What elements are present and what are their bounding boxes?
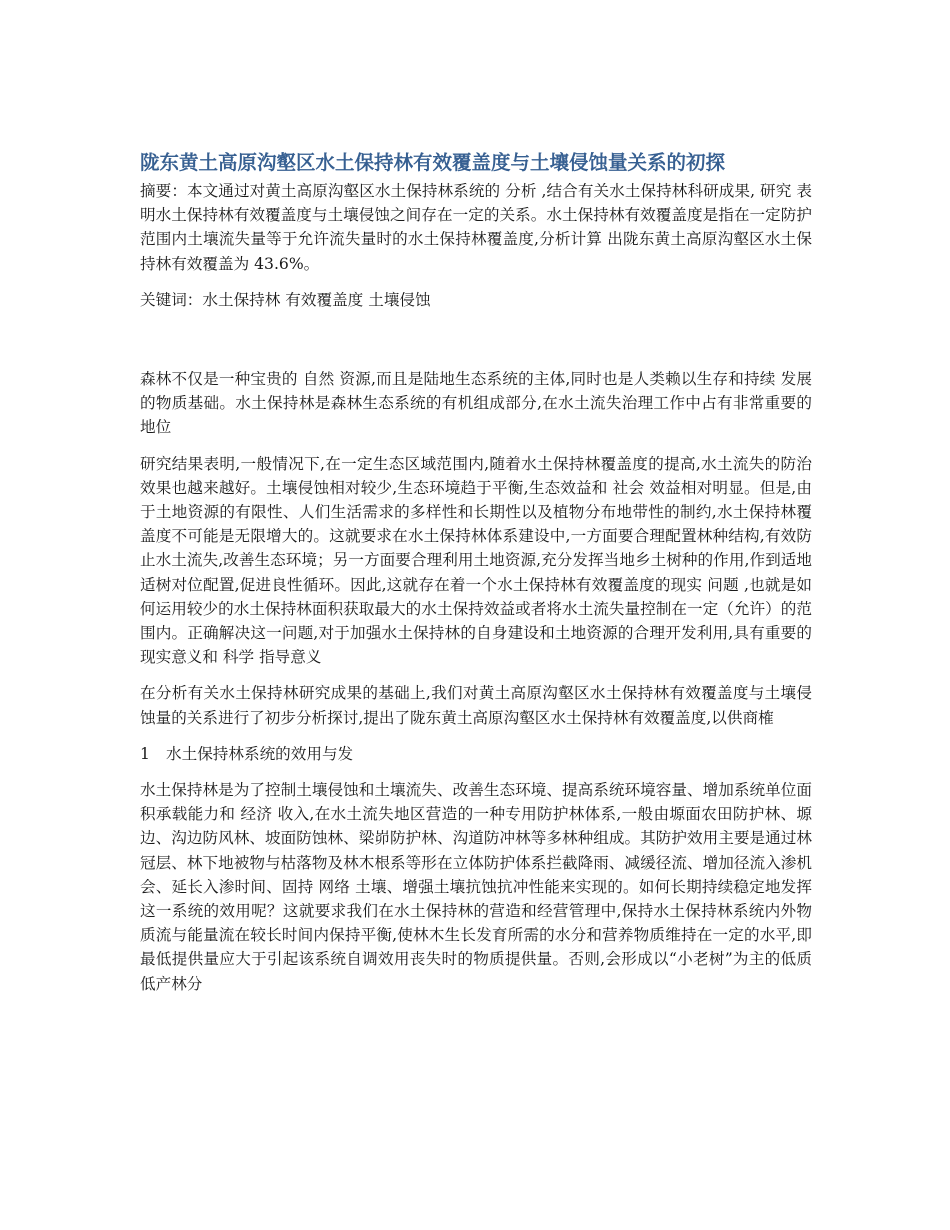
abstract: 摘要：本文通过对黄土高原沟壑区水土保持林系统的 分析 ,结合有关水土保持林科研成果, 研究 表明水土保持林有效覆盖度与土壤侵蚀之间存在一定的关系。水土保持林有效覆盖度是指在一定防护范围内土壤流失量等于允许流失量时的水土保持林覆盖度,分析计算 出陇东黄土高原沟壑区水土保持林有效覆盖为 43.6%。 bbox=[140, 182, 812, 273]
body-paragraph: 在分析有关水土保持林研究成果的基础上,我们对黄土高原沟壑区水土保持林有效覆盖度与土壤侵蚀量的关系进行了初步分析探讨,提出了陇东黄土高原沟壑区水土保持林有效覆盖度,以供商榷 bbox=[140, 684, 812, 727]
section-heading-text: 水土保持林系统的效用与发 bbox=[166, 744, 354, 763]
section-heading bbox=[140, 742, 812, 766]
body-paragraph: 研究结果表明,一般情况下,在一定生态区域范围内,随着水土保持林覆盖度的提高,水土流失的防治效果也越来越好。土壤侵蚀相对较少,生态环境趋于平衡,生态效益和 社会 效益相对明显。但是,由于土地资源的有限性、人们生活需求的多样性和长期性以及植物分布地带性的制约,水土保持林覆盖度不可能是无限增大的。这就要求在水土保持林体系建设中,一方面要合理配置林种结构,有效防止水土流失,改善生态环境；另一方面要合理利用土地资源,充分发挥当地乡土树种的作用,作到适地适树对位配置,促进良性循环。因此,这就存在着一个水土保持林有效覆盖度的现实 问题 ,也就是如何运用较少的水土保持林面积获取最大的水土保持效益或者将水土流失量控制在一定（允许）的范围内。正确解决这一问题,对于加强水土保持林的自身建设和土地资源的合理开发利用,具有重要的现实意义和 科学 指导意义 bbox=[140, 454, 812, 667]
document-page bbox=[140, 148, 812, 996]
body-paragraph: 森林不仅是一种宝贵的 自然 资源,而且是陆地生态系统的主体,同时也是人类赖以生存和持续 发展 的物质基础。水土保持林是森林生态系统的有机组成部分,在水土流失治理工作中占有非常重要的地位 bbox=[140, 370, 812, 437]
section-number: 1 bbox=[140, 744, 150, 763]
section-body: 水土保持林是为了控制土壤侵蚀和土壤流失、改善生态环境、提高系统环境容量、增加系统单位面积承载能力和 经济 收入,在水土流失地区营造的一种专用防护林体系,一般由塬面农田防护林、塬边、沟边防风林、坡面防蚀林、梁峁防护林、沟道防冲林等多林种组成。其防护效用主要是通过林冠层、林下地被物与枯落物及林木根系等形在立体防护体系拦截降雨、减缓径流、增加径流入渗机会、延长入渗时间、固持 网络 土壤、增强土壤抗蚀抗冲性能来实现的。如何长期持续稳定地发挥这一系统的效用呢？这就要求我们在水土保持林的营造和经营管理中,保持水土保持林系统内外物质流与能量流在较长时间内保持平衡,使林木生长发育所需的水分和营养物质维持在一定的水平,即最低提供量应大于引起该系统自调效用丧失时的物质提供量。否则,会形成以“小老树”为主的低质低产林分 bbox=[140, 781, 812, 993]
document-title: 陇东黄土高原沟壑区水土保持林有效覆盖度与土壤侵蚀量关系的初探 bbox=[140, 151, 726, 174]
keywords: 关键词：水土保持林 有效覆盖度 土壤侵蚀 bbox=[140, 290, 431, 309]
